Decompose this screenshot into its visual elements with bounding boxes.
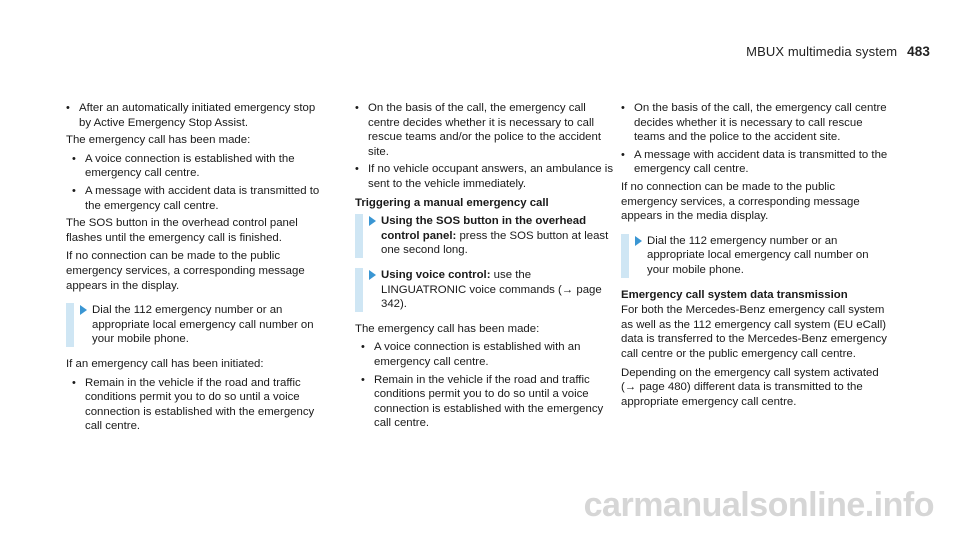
list-item: • A voice connection is established with an emergency call centre.: [361, 340, 617, 369]
column-2: [355, 101, 617, 434]
paragraph: The emergency call has been made:: [66, 134, 251, 147]
play-arrow-icon: [635, 236, 642, 246]
list-item: • A message with accident data is transmitted to the emergency call centre.: [621, 148, 889, 177]
action-text: press the SOS button at least one second long.: [381, 229, 609, 257]
list-item: • A message with accident data is transmitted to the emergency call centre.: [72, 184, 328, 213]
section-heading: Emergency call system data transmission: [621, 288, 848, 301]
column-1: [66, 101, 328, 437]
list-item: • Remain in the vehicle if the road and traffic conditions permit you to do so until a voice connection is established with the emergency call centre.: [72, 376, 328, 434]
paragraph: If no connection can be made to the public emergency services, a corresponding message appears in the media display.: [621, 180, 860, 223]
action-text: Dial the 112 emergency number or an appropriate local emergency call number on your mobile phone.: [647, 234, 869, 276]
paragraph: The emergency call has been made:: [355, 322, 540, 335]
list-item: • After an automatically initiated emergency stop by Active Emergency Stop Assist.: [66, 101, 328, 130]
paragraph: Depending on the emergency call system activated (→ page 480) different data is transmitted to the appropriate emergency call centre.: [621, 366, 879, 408]
action-text: use the LINGUATRONIC voice commands (→ page 342).: [381, 268, 602, 311]
column-3: [621, 101, 889, 413]
watermark-text: carmanualsonline.info: [583, 486, 934, 524]
section-heading: Triggering a manual emergency call: [355, 196, 549, 209]
list-item: • A voice connection is established with the emergency call centre.: [72, 152, 328, 181]
paragraph: If an emergency call has been initiated:: [66, 357, 264, 370]
list-item: • Remain in the vehicle if the road and traffic conditions permit you to do so until a voice connection is established with the emergency call centre.: [361, 373, 617, 431]
action-label: Using the SOS button in the overhead control panel:: [381, 215, 587, 242]
paragraph: If no connection can be made to the public emergency services, a corresponding message appears in the display.: [66, 250, 305, 292]
list-item: • On the basis of the call, the emergency call centre decides whether it is necessary to call rescue teams and the police to the accident site.: [621, 101, 889, 145]
action-step: [621, 234, 889, 278]
paragraph: The SOS button in the overhead control panel flashes until the emergency call is finished.: [66, 217, 298, 244]
play-arrow-icon: [369, 216, 376, 226]
page-number: 483: [907, 44, 930, 59]
action-text: Dial the 112 emergency number or an appropriate local emergency call number on your mobile phone.: [92, 304, 314, 346]
action-label: Using voice control:: [381, 268, 491, 281]
play-arrow-icon: [80, 305, 87, 315]
paragraph: For both the Mercedes-Benz emergency call system as well as the 112 emergency call system (EU eCall) data is transferred to the Mercedes-Benz emergency call centre or the public emergency call centre.: [621, 304, 887, 360]
list-item: • On the basis of the call, the emergency call centre decides whether it is necessary to call rescue teams and/or the police to the accident site.: [355, 101, 617, 159]
list-item: • If no vehicle occupant answers, an ambulance is sent to the vehicle immediately.: [355, 162, 617, 191]
section-title: MBUX multimedia system: [746, 44, 898, 59]
play-arrow-icon: [369, 270, 376, 280]
action-step: [355, 268, 617, 312]
page-header: [746, 44, 930, 59]
action-step: [355, 214, 617, 258]
action-step: [66, 303, 328, 347]
